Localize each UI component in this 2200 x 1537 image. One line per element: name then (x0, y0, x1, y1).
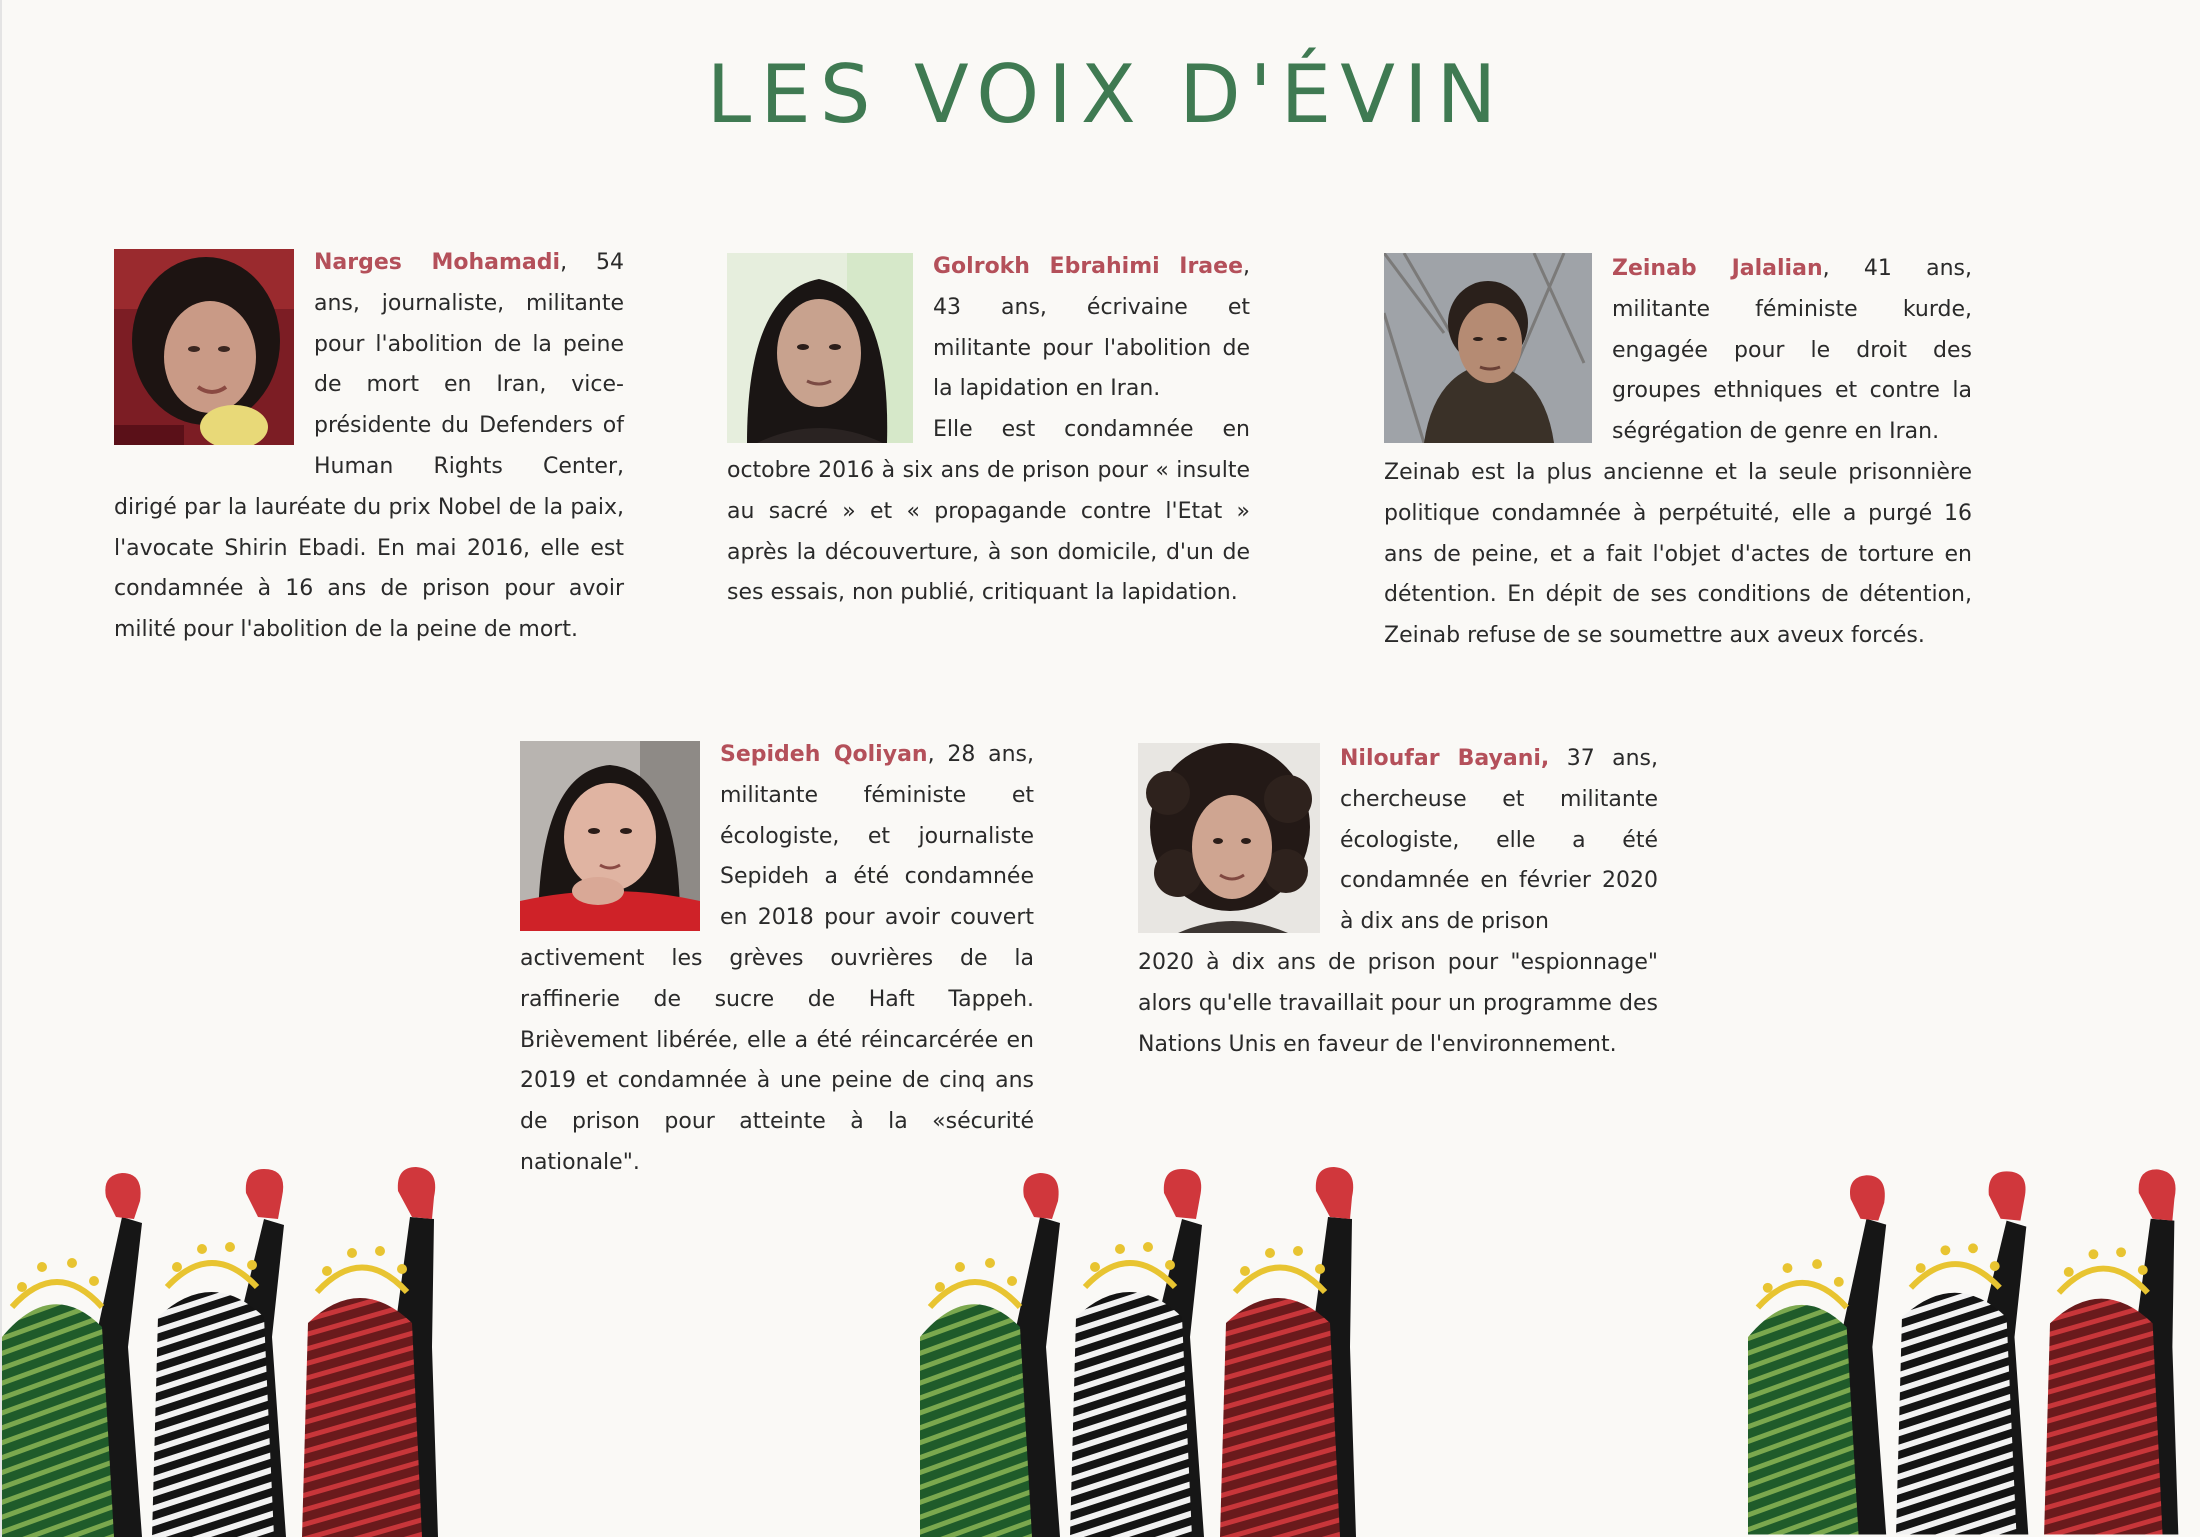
profile-card-narges (114, 243, 624, 651)
profile-name: Golrokh Ebrahimi Iraee (933, 254, 1243, 279)
profile-text: 37 ans, chercheuse et militante écologiste, elle a été condamnée en février 2020 à dix ans de prison (1340, 746, 1658, 935)
portrait-photo-niloufar (1138, 743, 1320, 933)
protest-fists-center (920, 1157, 1380, 1537)
profile-text: , 28 ans, militante féministe et écologiste, et journaliste Sepideh a été condamnée en 2018 pour avoir couvert activement les grèves ouvrières de la raffinerie de sucre de Haft Tappeh. Brièvement libérée, elle a été réincarcérée en 2019 et condamnée à une peine de cinq ans de prison pour atteinte à la «sécurité nationale". (520, 742, 1034, 1175)
profile-text: Elle est condamnée en octobre 2016 à six ans de prison pour « insulte au sacré » et « propagande contre l'Etat » après la découverture, à son domicile, d'un de ses essais, non publié, critiquant la lapidation. (727, 417, 1250, 606)
profile-name: Narges Mohamadi (314, 250, 561, 275)
profile-text: 2020 à dix ans de prison pour "espionnage" alors qu'elle travaillait pour un programme des Nations Unis en faveur de l'environnement. (1138, 949, 1658, 1057)
profile-text: , 43 ans, écrivaine et militante pour l'abolition de la lapidation en Iran. (933, 254, 1250, 402)
portrait-photo-zeinab (1384, 253, 1592, 443)
portrait-photo-narges (114, 249, 294, 445)
profile-name: Niloufar Bayani, (1340, 746, 1550, 771)
profile-card-niloufar (1138, 739, 1658, 1065)
profile-text: , 41 ans, militante féministe kurde, engagée pour le droit des groupes ethniques et contre la ségrégation de genre en Iran. (1612, 256, 1972, 445)
portrait-photo-sepideh (520, 741, 700, 931)
profile-card-golrokh (727, 247, 1250, 614)
protest-fists-left (2, 1157, 462, 1537)
profile-text: Zeinab est la plus ancienne et la seule prisonnière politique condamnée à perpétuité, elle a purgé 16 ans de peine, et a fait l'objet d'actes de torture en détention. En dépit de ses conditions de détention, Zeinab refuse de se soumettre aux aveux forcés. (1384, 459, 1972, 649)
page-title: LES VOIX D'ÉVIN (706, 48, 1506, 141)
protest-fists-right (1748, 1157, 2200, 1537)
portrait-photo-golrokh (727, 253, 913, 443)
profile-card-sepideh (520, 735, 1034, 1184)
profile-name: Zeinab Jalalian (1612, 256, 1823, 281)
profile-card-zeinab (1384, 249, 1972, 657)
profile-text: , 54 ans, journaliste, militante pour l'abolition de la peine de mort en Iran, vice-présidente du Defenders of Human Rights Center, dirigé par la lauréate du prix Nobel de la paix, l'avocate Shirin Ebadi. En mai 2016, elle est condamnée à 16 ans de prison pour avoir milité pour l'abolition de la peine de mort. (114, 250, 624, 643)
profile-name: Sepideh Qoliyan (720, 742, 928, 767)
